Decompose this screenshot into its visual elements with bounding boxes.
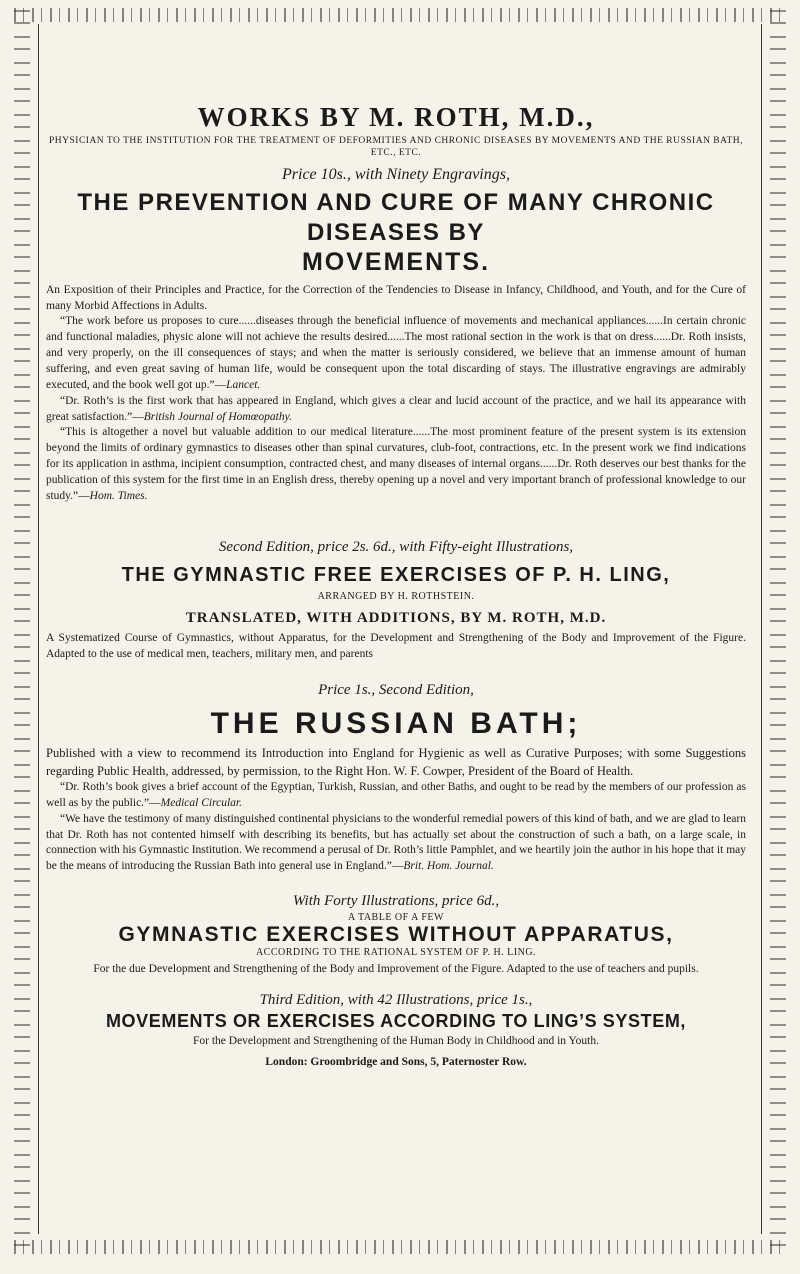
publisher-imprint: London: Groombridge and Sons, 5, Paternoster Row. [265,1055,527,1068]
author-subtitle: PHYSICIAN TO THE INSTITUTION FOR THE TREATMENT OF DEFORMITIES AND CHRONIC DISEASES BY MOVEMENTS AND THE RUSSIAN BATH, ETC., ETC. [49,136,743,159]
book4-description: For the due Development and Strengthening of the Body and Improvement of the Figure. Adapted to the use of teachers and pupils. [93,963,699,976]
book2-edition: Second Edition, price 2s. 6d., with Fifty-eight Illustrations, [218,538,574,555]
book1-title: THE PREVENTION AND CURE OF MANY CHRONIC DISEASES BY [77,188,715,246]
book2-title: THE GYMNASTIC FREE EXERCISES OF P. H. LING, [121,563,671,586]
ornamental-border-left [14,10,30,1254]
book2-translated: TRANSLATED, WITH ADDITIONS, BY M. ROTH, M.D. [185,609,607,626]
book1-price: Price 10s., with Ninety Engravings, [282,165,510,183]
book2-description: A Systematized Course of Gymnastics, without Apparatus, for the Development and Strengthening of the Body and Improvement of the Figure. Adapted to the use of medical men, teachers, military men, and parents [46,631,746,660]
book3-edition: Price 1s., Second Edition, [318,682,474,699]
book4-table: A TABLE OF A FEW [348,912,444,924]
book4-edition: With Forty Illustrations, price 6d., [292,893,500,910]
page-title: WORKS BY M. ROTH, M.D., [197,102,595,132]
book2-arranged: ARRANGED BY H. ROTHSTEIN. [317,590,475,602]
ornamental-border-bottom [14,1240,786,1254]
book5-description: For the Development and Strengthening of the Human Body in Childhood and in Youth. [193,1034,599,1047]
book5-edition: Third Edition, with 42 Illustrations, price 1s., [259,991,533,1008]
book3-title: THE RUSSIAN BATH; [210,707,582,741]
ornamental-border-right [770,10,786,1254]
book4-subtitle: ACCORDING TO THE RATIONAL SYSTEM OF P. H. LING. [255,947,537,959]
advertisement-page [46,40,746,1230]
book3-review-medical-circular: “Dr. Roth’s book gives a brief account of the Egyptian, Turkish, Russian, and other Baths, and ought to be read by the members of our profession as well as by the public.”—Medical Circular. [46,780,746,809]
book1-description: An Exposition of their Principles and Practice, for the Correction of the Tendencies to Disease in Infancy, Childhood, and Youth, and for the Cure of many Morbid Affections in Adults. [46,283,746,312]
book4-title: GYMNASTIC EXERCISES WITHOUT APPARATUS, [118,923,674,947]
book5-title: MOVEMENTS OR EXERCISES ACCORDING TO LING’S SYSTEM, [105,1010,687,1031]
book1-review-british-journal: “Dr. Roth’s is the first work that has appeared in England, which gives a clear and lucid account of the practice, and we hail its appearance with great satisfaction.”—British Journal of Homœopathy. [46,394,746,423]
ornamental-border-top [14,8,786,22]
book1-review-hom-times: “This is altogether a novel but valuable addition to our medical literature......The most prominent feature of the present system is its extension beyond the limits of ordinary gymnastics to diseases other than spinal curvatures, club-foot, contractions, etc. In the present work we find indications for its application in asthma, incipient consumption, contracted chest, and many diseases of internal organs......Dr. Roth deserves our best thanks for the publication of this system for the first time in an English dress, thereby opening up a novel and very important branch of professional knowledge to our study.”—Hom. Times. [46,426,746,502]
book3-description: Published with a view to recommend its Introduction into England for Hygienic as well as Curative Purposes; with some Suggestions regarding Public Health, addressed, by permission, to the Right Hon. W. F. Cowper, President of the Board of Health. [46,746,746,778]
book3-review-brit-hom-journal: “We have the testimony of many distinguished continental physicians to the wonderful remedial powers of this kind of bath, and we are glad to learn that Dr. Roth has not contented himself with describing its benefits, but has actually set about the construction of such a bath, on a large scale, in connection with his Gymnastic Institution. We recommend a perusal of Dr. Roth’s little Pamphlet, and we heartily join the author in his hope that it may be the means of introducing the Russian Bath into general use in England.”—Brit. Hom. Journal. [46,812,746,873]
frame-rule-right [761,24,762,1234]
frame-rule-left [38,24,39,1234]
book1-title-continued: MOVEMENTS. [301,247,491,276]
book1-review-lancet: “The work before us proposes to cure......diseases through the beneficial influence of movements and mechanical appliances......In certain chronic and functional maladies, physic alone will not achieve the results desired......The most rational section in the work is that on dress......Dr. Roth insists, and very properly, on the ill consequences of stays; and when the matter is seriously considered, we believe that an immense amount of human suffering, and even great saving of human life, would be consequent upon the total discarding of stays. The illustrative engravings are admirably executed, and the book well got up.”—Lancet. [46,315,746,391]
